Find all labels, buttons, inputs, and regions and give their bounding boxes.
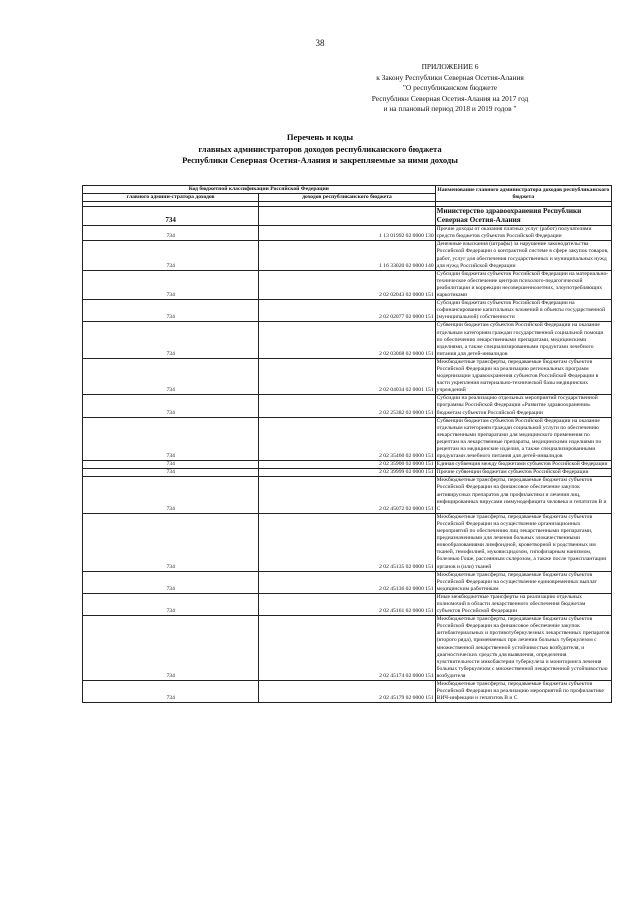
row-income-name: Межбюджетные трансферты, передаваемые бюджетам субъектов Российской Федерации на осуществление единовременных выплат медицинским работникам: [435, 571, 611, 593]
row-income-name: Прочие доходы от оказания платных услуг (работ) получателями средств бюджетов субъектов Российской Федерации: [435, 226, 611, 241]
row-income-name: Межбюджетные трансферты, передаваемые бюджетам субъектов Российской Федерации на реализацию региональных программ модернизации здравоохранения субъектов Российской Федерации в части укрепления материально-технической базы медицинских учреждений: [435, 358, 611, 394]
title-line: Перечень и коды: [286, 132, 354, 142]
row-admin-code: 734: [83, 226, 259, 241]
ministry-row: [83, 207, 612, 226]
title-line: главных администраторов доходов республиканского бюджета: [198, 143, 442, 154]
table-row: [83, 571, 612, 593]
row-income-code: 2 02 45174 02 0000 151: [259, 616, 435, 681]
row-income-name: Межбюджетные трансферты, передаваемые бюджетам субъектов Российской Федерации на финансовое обеспечение закупок антивирусных препаратов для профилактики и лечения лиц, инфицированных вирусами иммунодефицита человека и гепатитов В и С: [435, 477, 611, 513]
table-row: [83, 358, 612, 394]
row-income-code: 2 02 35460 02 0000 151: [259, 417, 435, 461]
table-row: [83, 417, 612, 461]
row-admin-code: 734: [83, 322, 259, 358]
table-row: [83, 226, 612, 241]
row-admin-code: 734: [83, 417, 259, 461]
row-admin-code: 734: [83, 300, 259, 322]
row-income-name: Межбюджетные трансферты, передаваемые бюджетам субъектов Российской Федерации на реализацию мероприятий по профилактике ВИЧ-инфекции и гепатитов В и С: [435, 681, 611, 703]
table-row: [83, 395, 612, 417]
row-income-name: Субсидии бюджетам субъектов Российской Федерации на материально-техническое обеспечение центров психолого-педагогической реабилитации и коррекции несовершеннолетних, злоупотребляющих наркотиками: [435, 270, 611, 299]
table-row: [83, 300, 612, 322]
appendix-line: и на плановый период 2018 и 2019 годов ": [383, 104, 517, 113]
row-income-code: 2 02 03068 02 0000 151: [259, 322, 435, 358]
header-group-kbk: Код бюджетной классификации Российской Федерации: [83, 186, 436, 194]
row-income-name: Субсидии на реализацию отдельных мероприятий государственной программы Российской Федерации «Развитие здравоохранения» бюджетам субъектов Российской Федерации: [435, 395, 611, 417]
row-admin-code: 734: [83, 358, 259, 394]
row-admin-code: 734: [83, 616, 259, 681]
table-row: [83, 477, 612, 513]
row-admin-code: 734: [83, 270, 259, 299]
row-admin-code: 734: [83, 477, 259, 513]
header-col-code: доходов республиканского бюджета: [259, 194, 435, 202]
row-admin-code: 734: [83, 593, 259, 615]
appendix-line: Республики Северная Осетия-Алания на 2017 год: [371, 93, 529, 103]
appendix-line: к Закону Республики Северная Осетия-Алания: [376, 72, 524, 82]
table-row: [83, 616, 612, 681]
row-income-name: Прочие субвенции бюджетам субъектов Российской Федерации: [435, 469, 611, 477]
row-income-code: 1 13 01992 02 0000 130: [259, 226, 435, 241]
row-income-code: 2 02 45072 02 0000 151: [259, 477, 435, 513]
title-line: Республики Северная Осетия-Алания и закрепляемые за ними доходы: [182, 155, 458, 165]
row-income-name: Субвенции бюджетам субъектов Российской Федерации на оказание отдельным категориям граждан социальной услуги по обеспечению лекарственными препаратами для медицинского применения по рецептам на лекарственные препараты, медицинскими изделиями по рецептам на медицинские изделия, а также специализированными продуктами лечебного питания для детей-инвалидов: [435, 417, 611, 461]
row-admin-code: 734: [83, 461, 259, 469]
table-row: [83, 322, 612, 358]
row-admin-code: 734: [83, 395, 259, 417]
table-row: [83, 461, 612, 469]
row-admin-code: 734: [83, 469, 259, 477]
row-income-code: 2 02 02043 02 0000 151: [259, 270, 435, 299]
row-income-code: 1 16 33020 02 0000 140: [259, 241, 435, 270]
row-admin-code: 734: [83, 681, 259, 703]
row-income-name: Субвенции бюджетам субъектов Российской Федерации на оказание отдельным категориям граждан государственной социальной помощи по обеспечению лекарственными препаратами, медицинскими изделиями, а также специализированными продуктами лечебного питания для детей-инвалидов: [435, 322, 611, 358]
appendix-line: "О республиканском бюджете: [402, 83, 498, 92]
row-income-name: Межбюджетные трансферты, передаваемые бюджетам субъектов Российской Федерации на осуществление организационных мероприятий по обеспечению лиц лекарственными препаратами, предназначенными для лечения больных злокачественными новообразованиями лимфоидной, кроветворной и родственных им тканей, гемофилией, муковисцидозом, гипофизарным нанизмом, болезнью Гоше, рассеянным склерозом, а также после трансплантации органов и (или) тканей: [435, 513, 611, 571]
row-income-name: Межбюджетные трансферты, передаваемые бюджетам субъектов Российской Федерации на финансовое обеспечение закупок антибактериальных и противотуберкулезных лекарственных препаратов (второго ряда), применяемых при лечении больных туберкулезом с множественной лекарственной устойчивостью возбудителя, и диагностических средств для выявления, определения чувствительности микобактерии туберкулеза и мониторинга лечения больных туберкулезом с множественной лекарственной устойчивостью возбудителя: [435, 616, 611, 681]
table-row: [83, 513, 612, 571]
page-number: 38: [315, 38, 325, 48]
header-col-name: Наименование главного администратора доходов республиканского бюджета: [435, 186, 611, 202]
row-income-name: Иные межбюджетные трансферты на реализацию отдельных полномочий в области лекарственного обеспечения бюджетам субъектов Российской Федерации: [435, 593, 611, 615]
appendix-block: [330, 62, 570, 115]
ministry-name: Министерство здравоохранения Республики Северная Осетия-Алания: [435, 207, 611, 226]
administrators-table: [82, 185, 612, 703]
row-income-code: 2 02 02077 02 0000 151: [259, 300, 435, 322]
row-income-code: 2 02 25382 02 0000 151: [259, 395, 435, 417]
row-income-code: 2 02 45179 02 0000 151: [259, 681, 435, 703]
header-col-admin: главного админи-стратора доходов: [83, 194, 259, 202]
document-title: [0, 132, 640, 167]
row-income-code: 2 02 35900 02 0000 151: [259, 461, 435, 469]
table-row: [83, 681, 612, 703]
row-income-name: Денежные взыскания (штрафы) за нарушение законодательства Российской Федерации о контрактной системе в сфере закупок товаров, работ, услуг для обеспечения государственных и муниципальных нужд для нужд Российской Федерации: [435, 241, 611, 270]
table-row: [83, 469, 612, 477]
row-income-name: Единая субвенция между бюджетами субъектов Российской Федерации: [435, 461, 611, 469]
row-admin-code: 734: [83, 241, 259, 270]
table-row: [83, 593, 612, 615]
table-row: [83, 241, 612, 270]
appendix-line: ПРИЛОЖЕНИЕ 6: [421, 62, 479, 71]
ministry-admin-code: 734: [83, 207, 259, 226]
row-income-code: 2 02 45135 02 0000 151: [259, 513, 435, 571]
ministry-income-code: [259, 207, 435, 226]
table-row: [83, 270, 612, 299]
row-admin-code: 734: [83, 513, 259, 571]
row-income-code: 2 02 45136 02 0000 151: [259, 571, 435, 593]
row-admin-code: 734: [83, 571, 259, 593]
row-income-code: 2 02 39999 02 0000 151: [259, 469, 435, 477]
row-income-code: 2 02 04034 02 0001 151: [259, 358, 435, 394]
row-income-code: 2 02 45161 02 0000 151: [259, 593, 435, 615]
row-income-name: Субсидии бюджетам субъектов Российской Федерации на софинансирование капитальных вложений в объекты государственной (муниципальной) собственности: [435, 300, 611, 322]
table-body: [83, 202, 612, 703]
